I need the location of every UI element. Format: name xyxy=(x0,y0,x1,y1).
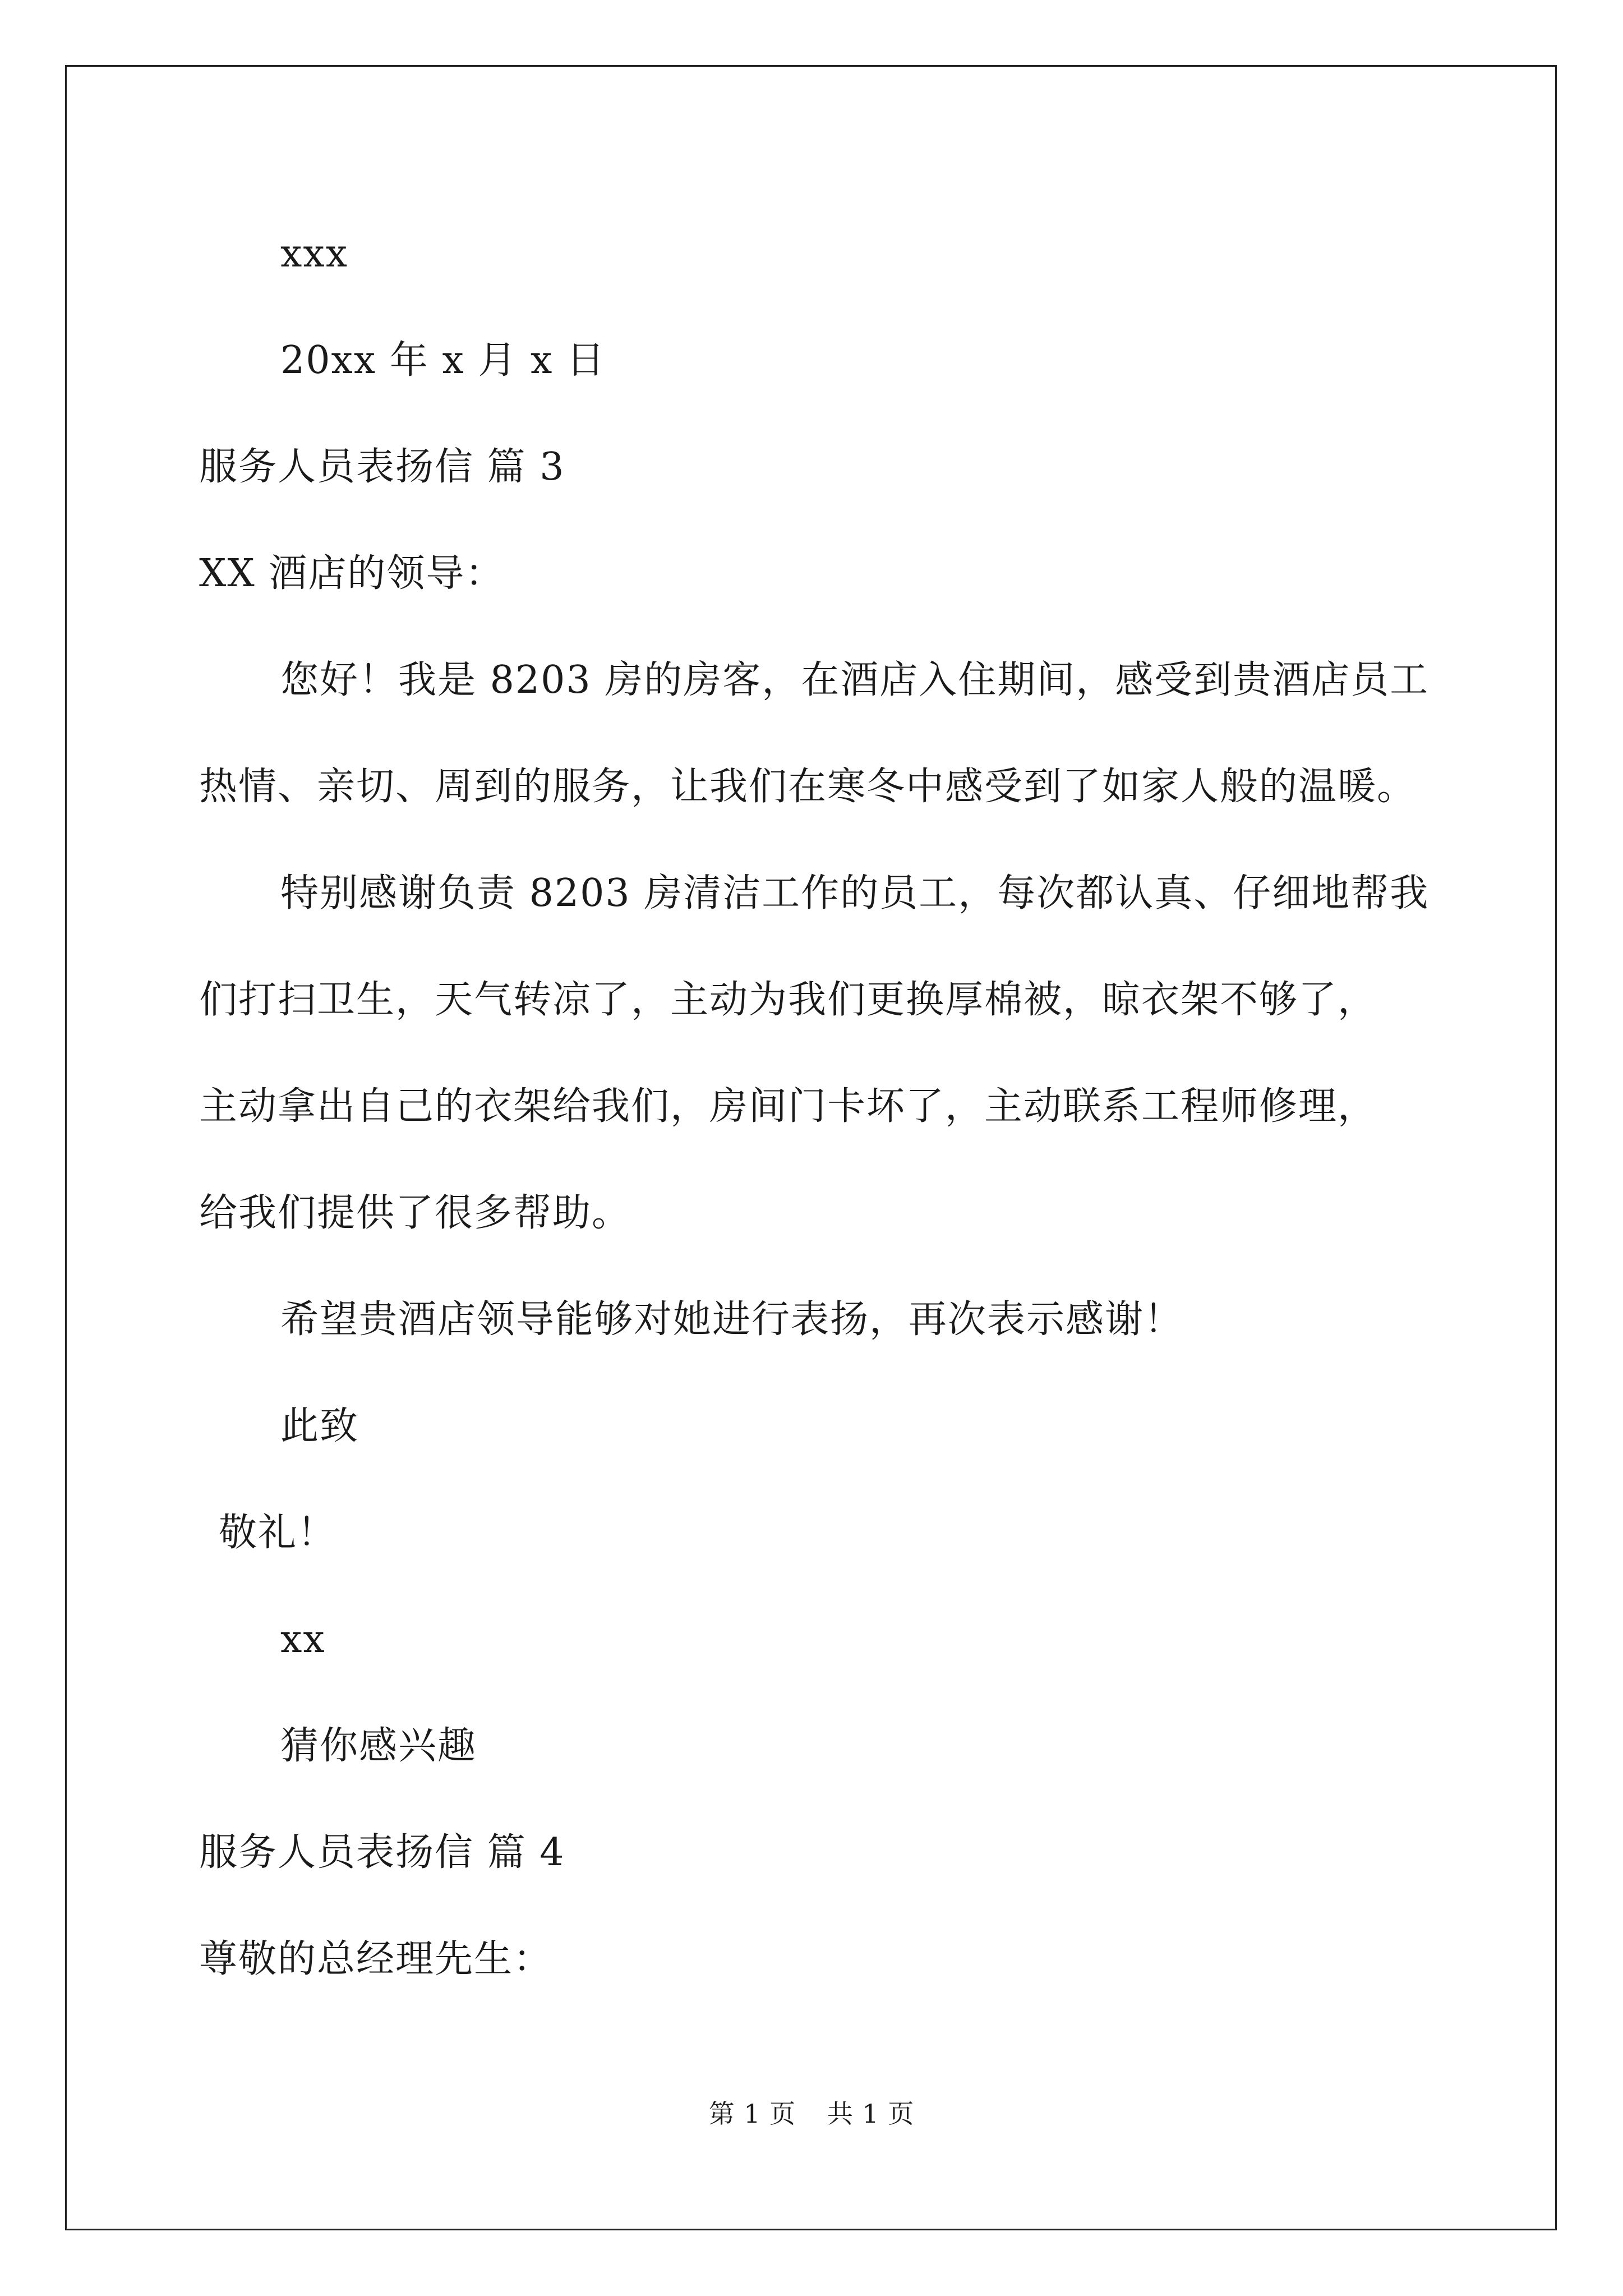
closing-phrase: 此致 xyxy=(280,1404,359,1448)
closing-salute: 敬礼！ xyxy=(219,1511,337,1555)
paragraph-line: 给我们提供了很多帮助。 xyxy=(199,1191,631,1235)
paragraph-line: 们打扫卫生，天气转凉了，主动为我们更换厚棉被，晾衣架不够了， xyxy=(199,978,1377,1022)
section-heading: 服务人员表扬信 篇 3 xyxy=(199,445,565,489)
page-total: 共 1 页 xyxy=(827,2099,915,2129)
related-heading: 猜你感兴趣 xyxy=(280,1724,477,1768)
signature-name: xxx xyxy=(280,232,349,276)
paragraph-line: 希望贵酒店领导能够对她进行表扬，再次表示感谢！ xyxy=(280,1297,1184,1342)
paragraph-line: 特别感谢负责 8203 房清洁工作的员工，每次都认真、仔细地帮我 xyxy=(280,871,1430,915)
paragraph-line: 您好！我是 8203 房的房客，在酒店入住期间，感受到贵酒店员工 xyxy=(280,658,1430,702)
page-footer xyxy=(0,2097,1623,2131)
page-border xyxy=(65,65,1557,2230)
signature-name: xx xyxy=(280,1617,326,1662)
paragraph-line: 主动拿出自己的衣架给我们，房间门卡坏了，主动联系工程师修理， xyxy=(199,1084,1377,1129)
letter-date: 20xx 年 x 月 x 日 xyxy=(280,338,606,383)
letter-salutation: XX 酒店的领导： xyxy=(199,551,505,596)
section-heading: 服务人员表扬信 篇 4 xyxy=(199,1830,565,1875)
page-number: 第 1 页 xyxy=(708,2099,796,2129)
paragraph-line: 热情、亲切、周到的服务，让我们在寒冬中感受到了如家人般的温暖。 xyxy=(199,765,1417,809)
letter-salutation: 尊敬的总经理先生： xyxy=(199,1937,553,1981)
